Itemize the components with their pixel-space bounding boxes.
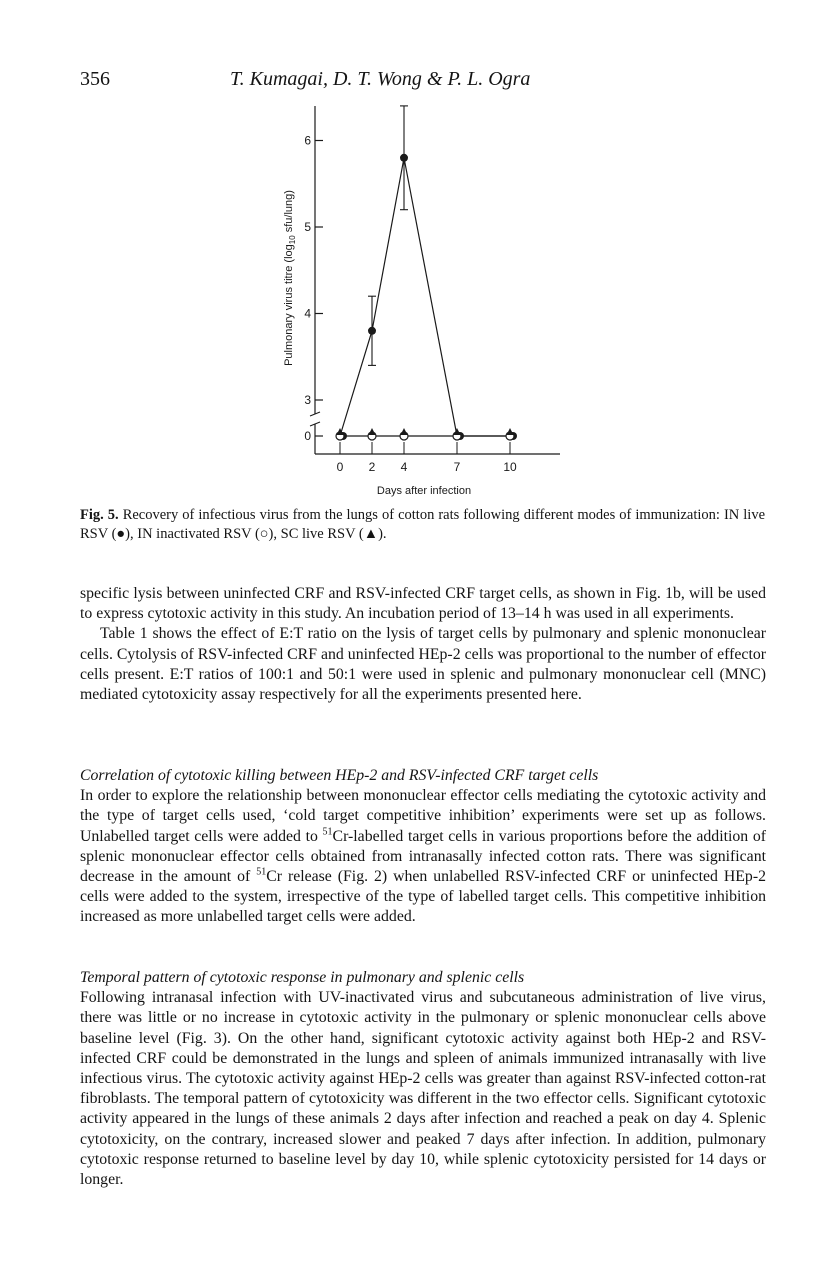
text-run: Cr-labelled target cells in various proportions before the addition of splenic mononuclear effector cells obtained from intranasally infected cotton rats. There was significant decrease in the amount of — [80, 827, 766, 886]
y-tick-label: 0 — [304, 429, 311, 443]
data-point-filled-triangle — [401, 428, 408, 435]
section-title: Correlation of cytotoxic killing between HEp-2 and RSV-infected CRF target cells — [80, 767, 599, 784]
section-title: Temporal pattern of cytotoxic response in pulmonary and splenic cells — [80, 969, 525, 986]
figure-caption — [80, 506, 765, 544]
paragraph: specific lysis between uninfected CRF and RSV-infected CRF target cells, as shown in Fig. 1b, will be used to express cytotoxic activity in this study. An incubation period of 13–14 h was used in all experiments. — [80, 585, 766, 623]
text-run: Cr release (Fig. 2) when unlabelled RSV-infected CRF or uninfected HEp-2 cells were added to the system, irrespective of the type of labelled target cells. This competitive inhibition increased as more unlabelled target cells were added. — [80, 868, 766, 926]
x-axis-label: Days after infection — [376, 485, 472, 497]
superscript: 51 — [322, 826, 333, 838]
section-temporal — [80, 968, 766, 1190]
data-point-filled-circle — [368, 327, 376, 335]
x-tick-label: 7 — [453, 460, 461, 474]
body-text-1 — [80, 584, 766, 705]
paragraph — [80, 786, 766, 927]
series-line-live-rsv-in — [340, 158, 510, 436]
running-authors: T. Kumagai, D. T. Wong & P. L. Ogra — [230, 68, 531, 90]
page-number: 356 — [80, 68, 110, 90]
data-point-filled-triangle — [369, 428, 376, 435]
superscript: 51 — [256, 866, 267, 878]
data-point-filled-triangle — [454, 428, 461, 435]
y-axis-label: Pulmonary virus titre ($\log_{10}$ sfu/lung) — [283, 190, 297, 366]
paragraph: Following intranasal infection with UV-inactivated virus and subcutaneous administration of live virus, there was little or no increase in cytotoxic activity in the pulmonary or splenic mononuclear cells above baseline level (Fig. 3). On the other hand, significant cytotoxic activity against both HEp-2 and RSV-infected CRF could be demonstrated in the lungs and spleen of animals immunized intranasally with live infectious virus. The cytotoxic activity against HEp-2 cells was greater than against RSV-infected cotton-rat fibroblasts. The temporal pattern of cytotoxicity was different in the two effector cells. Significant cytotoxic activity appeared in the lungs of these animals 2 days after infection and reached a peak on day 4. Splenic cytotoxicity, on the contrary, increased slower and peaked 7 days after infection. In addition, pulmonary cytotoxic response returned to baseline level by day 10, while splenic cytotoxicity persisted for 14 days or longer. — [80, 989, 766, 1189]
x-tick-label: 4 — [400, 460, 408, 474]
paragraph: Table 1 shows the effect of E:T ratio on the lysis of target cells by pulmonary and splenic mononuclear cells. Cytolysis of RSV-infected CRF and uninfected HEp-2 cells was proportional to the number of effector cells present. E:T ratios of 100:1 and 50:1 were used in splenic and pulmonary mononuclear cell (MNC) mediated cytotoxicity assay respectively for all the experiments presented here. — [80, 625, 766, 704]
y-tick-label: 6 — [304, 133, 311, 148]
y-tick-label: 5 — [304, 220, 311, 234]
x-tick-label: 10 — [503, 460, 517, 474]
data-point-filled-circle — [400, 154, 408, 162]
x-tick-label: 0 — [336, 460, 344, 474]
text-run: In order to explore the relationship between mononuclear effector cells mediating the cytotoxic activity and the type of target cells used, ‘cold target competitive inhibition’ experiments were set up as follows. Unlabelled target cells were added to — [80, 787, 766, 845]
section-correlation — [80, 766, 766, 928]
caption-label: Fig. 5. — [80, 507, 119, 523]
x-tick-label: 2 — [368, 460, 376, 474]
data-point-filled-triangle — [507, 428, 514, 435]
figure-5-chart — [270, 98, 570, 498]
running-header — [80, 68, 740, 94]
caption-text: Recovery of infectious virus from the lungs of cotton rats following different modes of immunization: IN live RSV (●), IN inactivated RSV (○), SC live RSV (▲). — [80, 507, 766, 542]
y-tick-label: 4 — [304, 306, 311, 321]
y-tick-label: 3 — [304, 393, 311, 407]
